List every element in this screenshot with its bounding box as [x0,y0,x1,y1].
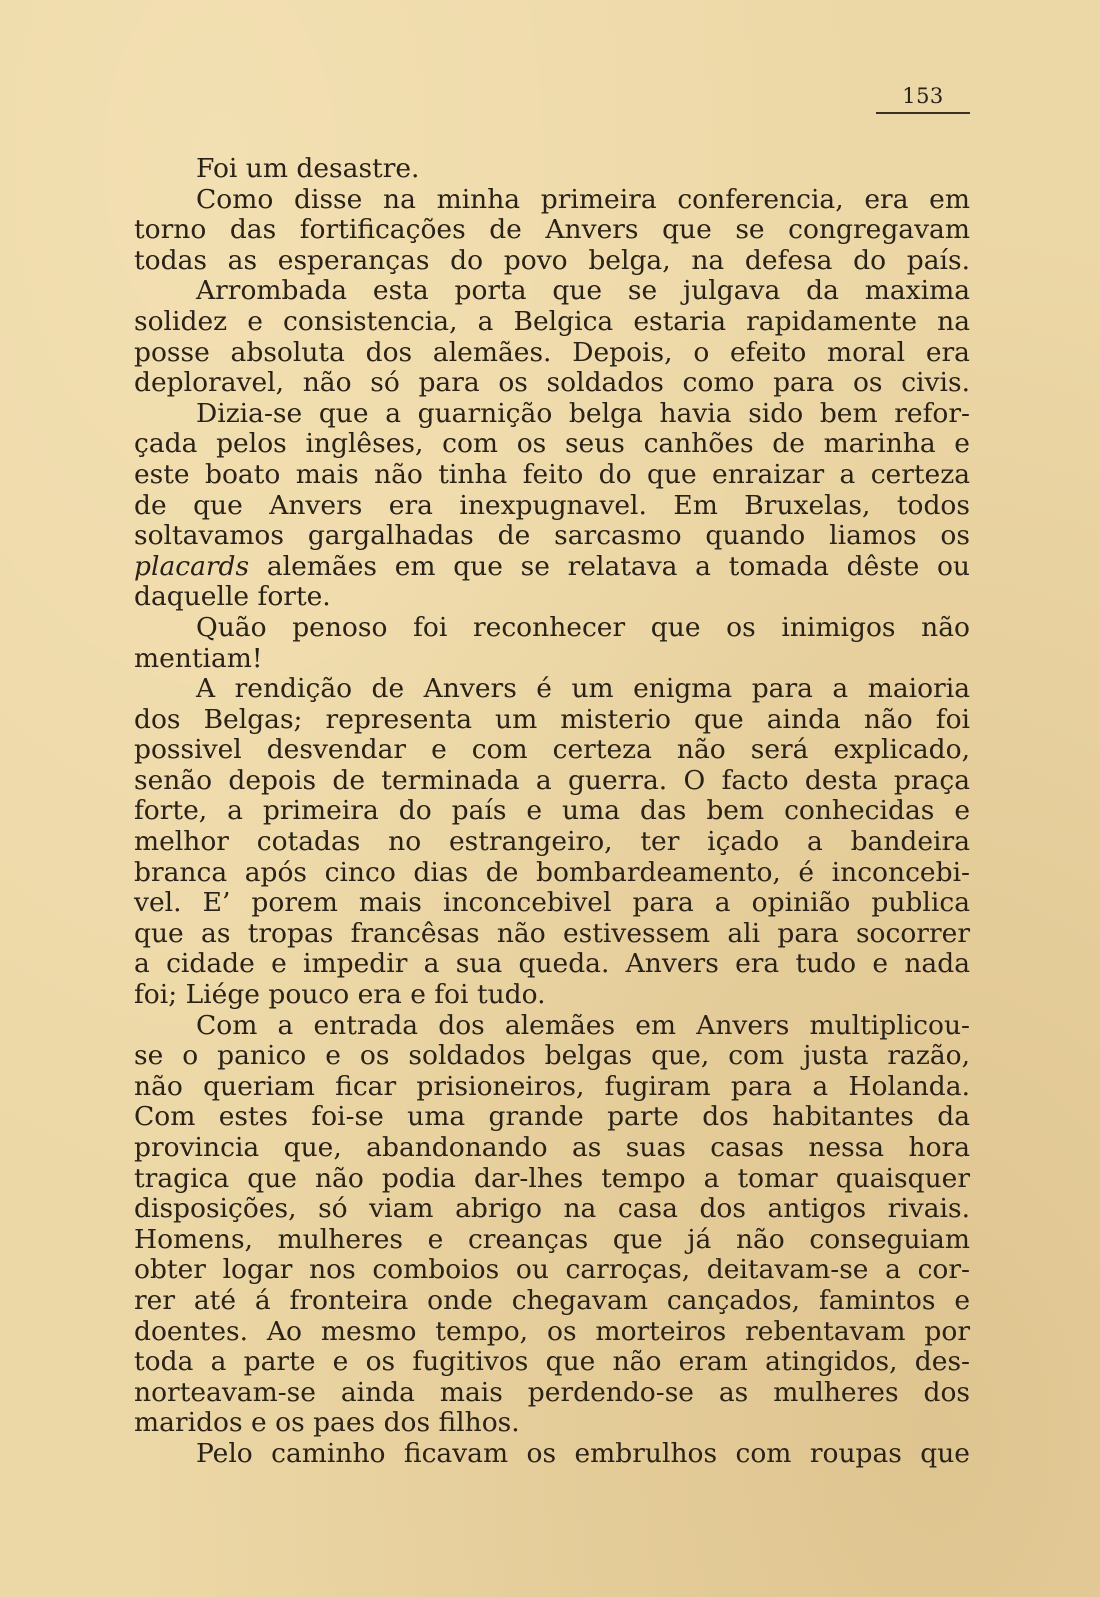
text-line: mentiam! [134,642,263,674]
text-line: obter logar nos comboios ou carroças, deitavam-se a cor- [134,1254,970,1286]
italic-word: placards [134,550,250,582]
text-line: de que Anvers era inexpugnavel. Em Bruxelas, todos [134,489,970,521]
page-number: 153 [902,84,944,108]
text-line: provincia que, abandonando as suas casas nessa hora [134,1132,970,1163]
text-line: Foi um desastre. [196,153,420,184]
line-text: alemães em que se relatava a tomada dêste ou [249,550,970,582]
text-line: torno das fortificações de Anvers que se congregavam [134,214,970,246]
text-line: branca após cinco dias de bombardeamento, é inconcebi- [134,856,970,888]
text-line: foi; Liége pouco era e foi tudo. [134,979,546,1011]
text-line: daquelle forte. [134,581,331,613]
text-line: rer até á fronteira onde chegavam cançados, famintos e [134,1284,970,1316]
text-line: Dizia-se que a guarnição belga havia sido bem refor- [196,397,970,429]
text-line: a cidade e impedir a sua queda. Anvers era tudo e nada [134,948,970,980]
text-line: norteavam-se ainda mais perdendo-se as mulheres dos [134,1376,970,1408]
text-line: çada pelos inglêses, com os seus canhões de marinha e [134,428,970,460]
text-line: Homens, mulheres e creanças que já não conseguiam [134,1223,970,1255]
text-line: maridos e os paes dos filhos. [134,1407,520,1439]
text-line: disposições, só viam abrigo na casa dos antigos rivais. [134,1193,970,1225]
text-line: Como disse na minha primeira conferencia, era em [196,183,970,215]
text-line: não queriam ficar prisioneiros, fugiram para a Holanda. [134,1070,970,1102]
text-line: dos Belgas; representa um misterio que ainda não foi [134,703,970,735]
text-line: forte, a primeira do país e uma das bem conhecidas e [134,795,970,827]
text-line: Quão penoso foi reconhecer que os inimigos não [196,611,970,643]
text-line: Com a entrada dos alemães em Anvers multiplicou- [196,1009,970,1041]
text-line: todas as esperanças do povo belga, na defesa do país. [134,244,970,276]
page-header [876,84,970,114]
text-line: posse absoluta dos alemães. Depois, o efeito moral era [134,336,970,368]
text-line: que as tropas francêsas não estivessem ali para socorrer [134,917,970,949]
text-line: Pelo caminho ficavam os embrulhos com roupas que [196,1437,970,1469]
text-line: melhor cotadas no estrangeiro, ter içado a bandeira [134,826,970,858]
text-line: doentes. Ao mesmo tempo, os morteiros rebentavam por [134,1315,970,1347]
text-line: este boato mais não tinha feito do que enraizar a certeza [134,458,970,490]
text-line: deploravel, não só para os soldados como para os civis. [134,367,970,399]
text-line: se o panico e os soldados belgas que, com justa razão, [134,1040,970,1072]
text-line [134,552,970,583]
text-line: tragica que não podia dar-lhes tempo a tomar quaisquer [134,1162,970,1194]
text-line: soltavamos gargalhadas de sarcasmo quando liamos os [134,520,970,552]
text-line: possivel desvendar e com certeza não será explicado, [134,734,970,766]
text-line: Arrombada esta porta que se julgava da maxima [196,275,970,307]
text-line: solidez e consistencia, a Belgica estaria rapidamente na [134,305,970,337]
body-text [134,154,970,1470]
text-line: A rendição de Anvers é um enigma para a maioria [196,673,970,705]
header-rule [876,112,970,114]
text-line: toda a parte e os fugitivos que não eram atingidos, des- [134,1346,970,1378]
text-line: senão depois de terminada a guerra. O facto desta praça [134,764,970,796]
text-line: vel. E’ porem mais inconcebivel para a opinião publica [134,887,970,919]
text-line: Com estes foi-se uma grande parte dos habitantes da [134,1101,970,1133]
